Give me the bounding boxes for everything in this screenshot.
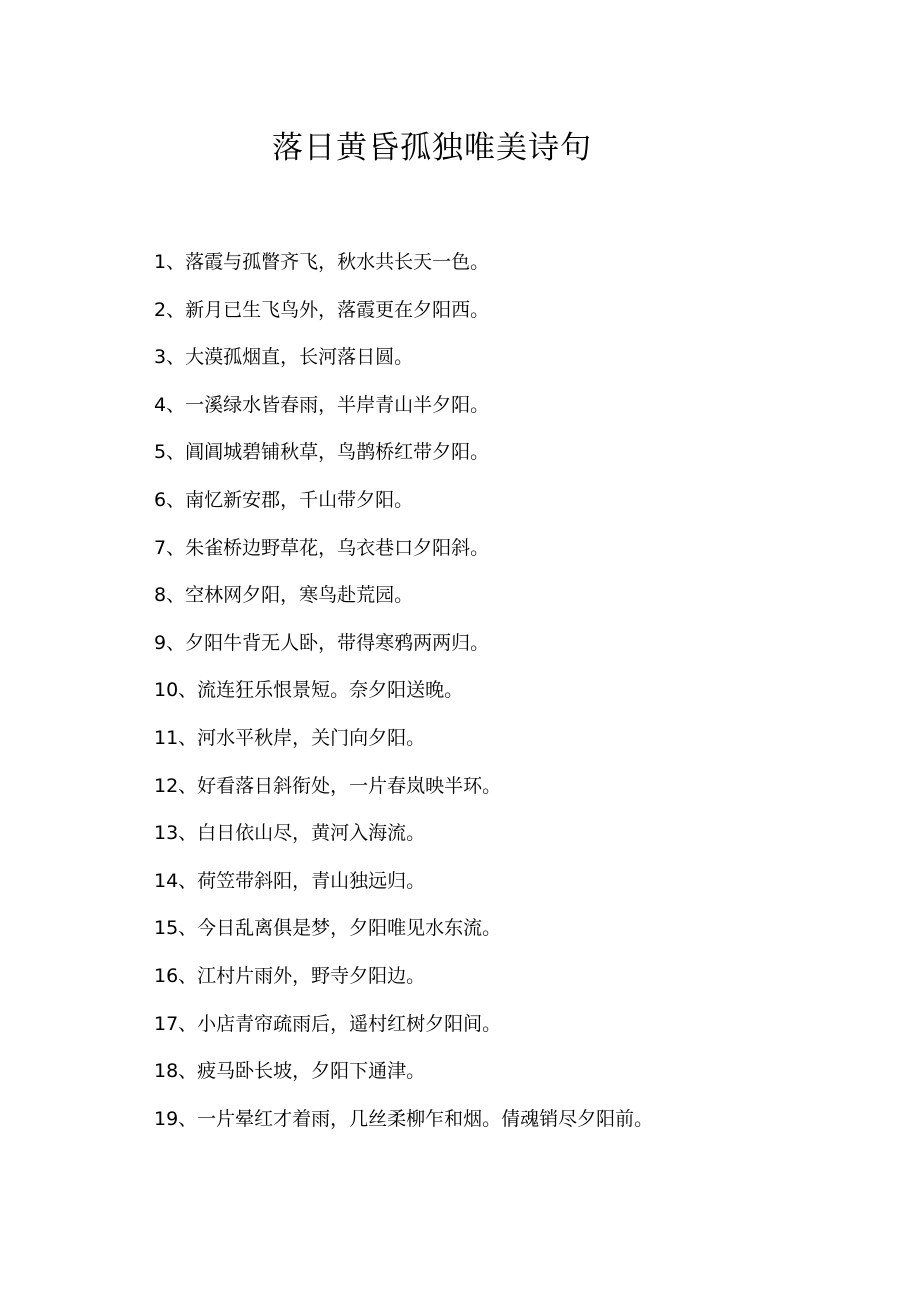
poem-item-10: 10、流连狂乐恨景短。奈夕阳送晚。	[154, 679, 464, 702]
poem-item-4: 4、一溪绿水皆春雨，半岸青山半夕阳。	[154, 393, 490, 416]
poem-item-19: 19、一片晕红才着雨，几丝柔柳乍和烟。倩魂销尽夕阳前。	[154, 1107, 654, 1130]
poem-item-15: 15、今日乱离俱是梦，夕阳唯见水东流。	[154, 917, 502, 940]
page-title: 落日黄昏孤独唯美诗句	[272, 130, 592, 166]
poem-item-12: 12、好看落日斜衔处，一片春岚映半环。	[154, 774, 502, 797]
poem-item-13: 13、白日依山尽，黄河入海流。	[154, 822, 426, 845]
poem-item-1: 1、落霞与孤瞥齐飞，秋水共长天一色。	[154, 251, 490, 273]
poem-item-7: 7、朱雀桥边野草花，乌衣巷口夕阳斜。	[154, 536, 490, 559]
poem-item-6: 6、南忆新安郡，千山带夕阳。	[154, 488, 414, 511]
poem-item-14: 14、荷笠带斜阳，青山独远归。	[154, 869, 426, 892]
poem-item-2: 2、新月已生飞鸟外，落霞更在夕阳西。	[154, 298, 490, 321]
poem-item-16: 16、江村片雨外，野寺夕阳边。	[154, 964, 426, 987]
poem-item-18: 18、疲马卧长坡，夕阳下通津。	[154, 1060, 426, 1083]
poem-item-3: 3、大漠孤烟直，长河落日圆。	[154, 346, 414, 369]
poem-item-11: 11、河水平秋岸，关门向夕阳。	[154, 726, 426, 749]
poem-item-17: 17、小店青帘疏雨后，遥村红树夕阳间。	[154, 1012, 502, 1035]
poem-item-8: 8、空林网夕阳，寒鸟赴荒园。	[154, 584, 414, 607]
poem-item-9: 9、夕阳牛背无人卧，带得寒鸦两两归。	[154, 631, 490, 654]
poem-list	[154, 244, 653, 1148]
poem-item-5: 5、阊阊城碧铺秋草，鸟鹊桥红带夕阳。	[154, 441, 490, 464]
